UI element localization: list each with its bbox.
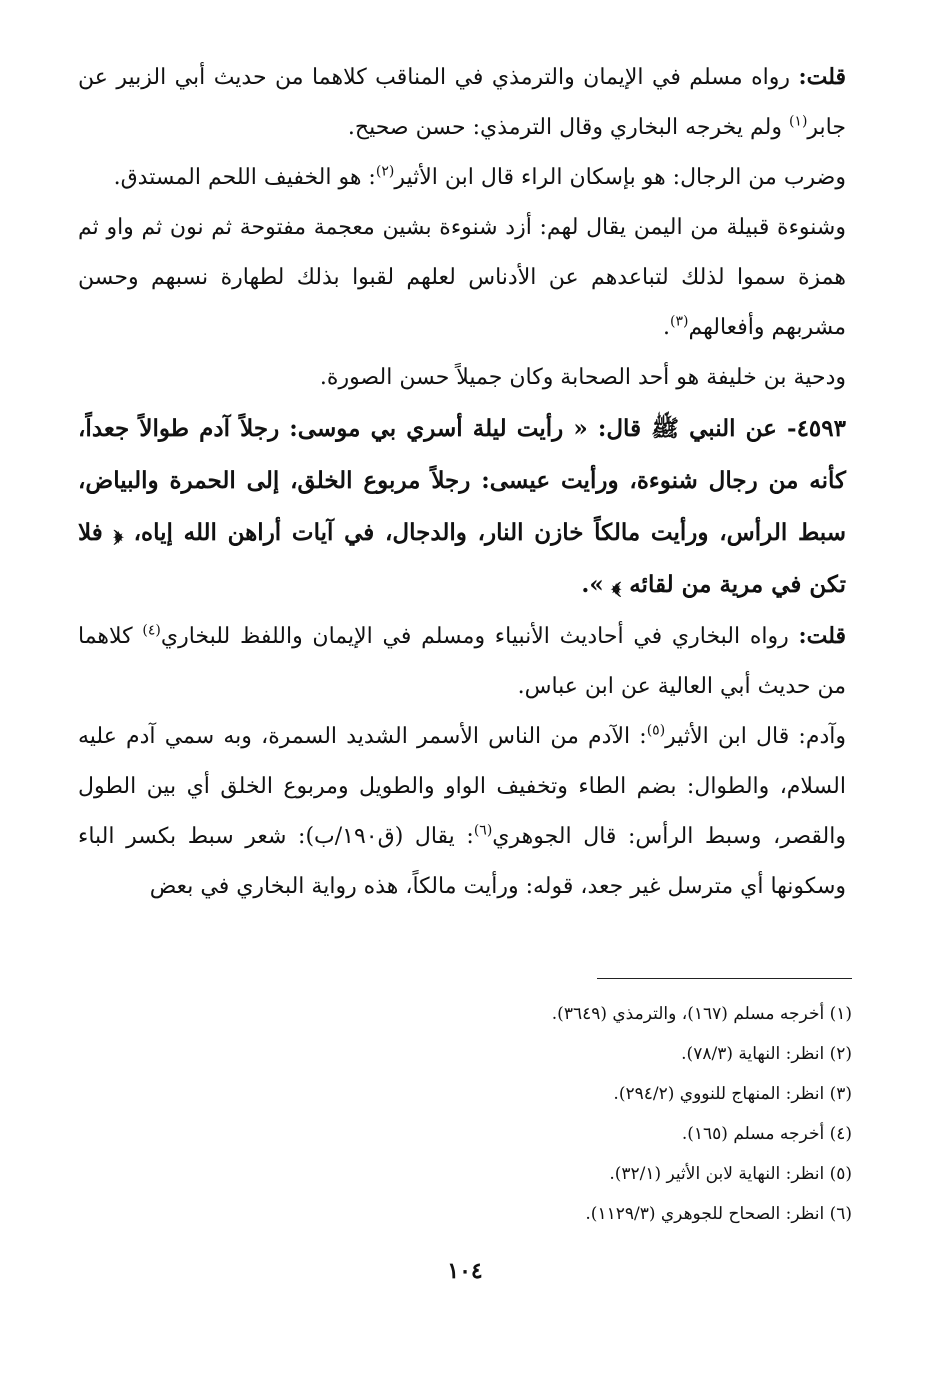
paragraph-takhrij-2 [78,611,846,712]
footnote-marker: (١) [788,113,808,130]
hadith-text: ٤٥٩٣- عن النبي ﷺ قال: « رأيت ليلة أسري بي موسى: رجلاً آدم طوالاً جعداً، كأنه من رجال شنوءة، ورأيت عيسى: رجلاً مربوع الخلق، إلى الحمرة والبياض، سبط الرأس، ورأيت مالكاً خازن النار، والدجال، في آيات أراهن الله إياه، ﴿ فلا تكن في مرية من لقائه ﴾ ». [78,415,846,598]
paragraph-text: : هو الخفيف اللحم المستدق. [113,165,376,190]
paragraph-shanuah [78,203,846,353]
footnote-marker: (٢) [375,163,395,180]
qultu-label: قلت: [798,64,846,90]
footnote-1: (١) أخرجه مسلم (١٦٧)، والترمذي (٣٦٤٩). [551,1004,852,1024]
footnote-4: (٤) أخرجه مسلم (١٦٥). [681,1124,852,1144]
qultu-label: قلت: [798,623,847,649]
footnote-marker: (٤) [142,622,161,639]
paragraph-text: : الآدم من الناس الأسمر الشديد السمرة، وبه سمي آدم عليه السلام، والطوال: بضم الطاء وتخفيف الواو والطويل ومربوع الخلق أي بين الطول والقصر، وسبط الرأس: قال الجوهري [78,724,846,849]
paragraph-text: كلاهما من حديث أبي العالية عن ابن عباس. [78,624,846,699]
paragraph-text: رواه مسلم في الإيمان والترمذي في المناقب كلاهما من حديث أبي الزبير عن جابر [78,65,846,140]
footnote-5: (٥) انظر: النهاية لابن الأثير (٣٢/١). [609,1164,852,1184]
paragraph-text: وآدم: قال ابن الأثير [665,724,847,749]
paragraph-text: ودحية بن خليفة هو أحد الصحابة وكان جميلاً حسن الصورة. [319,365,846,390]
footnote-6: (٦) انظر: الصحاح للجوهري (١١٢٩/٣). [585,1204,852,1224]
paragraph-text: رواه البخاري في أحاديث الأنبياء ومسلم في الإيمان واللفظ للبخاري [160,624,799,649]
paragraph-takhrij-1 [78,52,846,153]
footnote-2: (٢) انظر: النهاية (٧٨/٣). [681,1044,852,1064]
paragraph-adam [78,712,846,912]
page-number: ١٠٤ [447,1258,483,1284]
paragraph-text: : يقال (ق١٩٠/ب): شعر سبط بكسر الباء وسكونها أي مترسل غير جعد، قوله: ورأيت مالكاً، هذه رواية البخاري في بعض [78,824,846,899]
footnote-marker: (٦) [473,822,493,839]
main-text [78,52,846,912]
footnote-divider [597,978,852,979]
paragraph-text: ولم يخرجه البخاري وقال الترمذي: حسن صحيح. [347,115,789,140]
paragraph-text: وضرب من الرجال: هو بإسكان الراء قال ابن الأثير [394,165,846,190]
footnote-marker: (٣) [670,313,689,330]
footnote-marker: (٥) [646,722,666,739]
paragraph-darb [78,153,846,203]
paragraph-text: وشنوءة قبيلة من اليمن يقال لهم: أزد شنوءة بشين معجمة مفتوحة ثم نون ثم واو ثم همزة سموا لذلك لتباعدهم عن الأدناس لعلهم لقبوا بذلك لطهارة نسبهم وحسن مشربهم وأفعالهم [78,215,846,340]
paragraph-dihya [78,353,846,403]
footnote-3: (٣) انظر: المنهاج للنووي (٢٩٤/٢). [613,1084,852,1104]
footnotes [300,994,852,1234]
hadith-4593 [78,403,846,611]
paragraph-text: . [663,315,671,340]
